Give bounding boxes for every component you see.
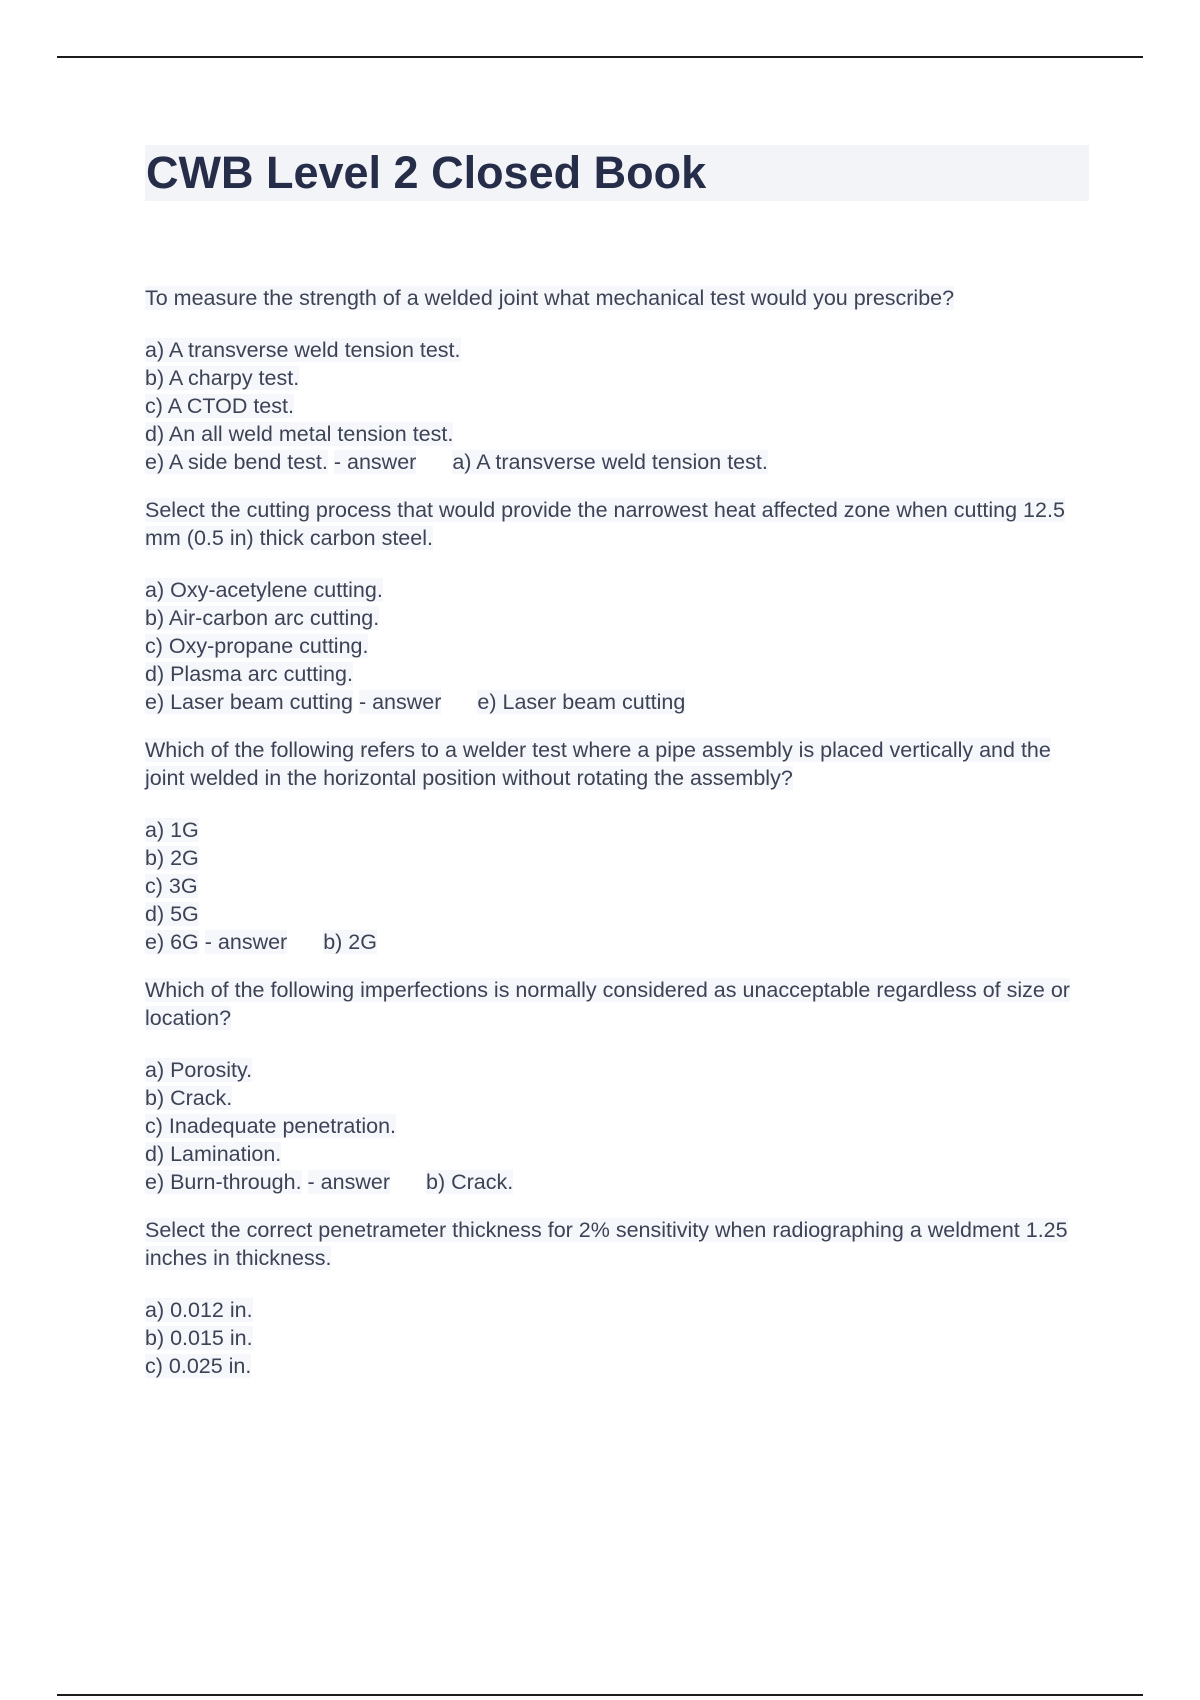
question-block xyxy=(145,496,1085,716)
question-text-label: To measure the strength of a welded joint what mechanical test would you prescribe? xyxy=(145,286,955,310)
option-label: c) Oxy-propane cutting. xyxy=(145,634,369,658)
option-item xyxy=(145,900,1085,928)
option-item xyxy=(145,448,1085,476)
option-item xyxy=(145,604,1085,632)
option-item xyxy=(145,872,1085,900)
option-item xyxy=(145,364,1085,392)
option-label: e) Laser beam cutting xyxy=(145,690,353,714)
question-text-label: Select the cutting process that would provide the narrowest heat affected zone when cutting 12.5 mm (0.5 in) thick carbon steel. xyxy=(145,498,1065,550)
option-label: b) Crack. xyxy=(145,1086,233,1110)
option-label: a) 0.012 in. xyxy=(145,1298,253,1322)
question-text-label: Which of the following imperfections is normally considered as unacceptable regardless of size or location? xyxy=(145,978,1070,1030)
option-label: c) 3G xyxy=(145,874,198,898)
bottom-rule xyxy=(57,1694,1143,1696)
page-title: CWB Level 2 Closed Book xyxy=(146,147,707,198)
option-label: b) A charpy test. xyxy=(145,366,300,390)
option-item xyxy=(145,1296,1085,1324)
option-item xyxy=(145,928,1085,956)
option-label: c) 0.025 in. xyxy=(145,1354,252,1378)
option-label: d) 5G xyxy=(145,902,199,926)
option-item xyxy=(145,1324,1085,1352)
option-item xyxy=(145,816,1085,844)
option-item xyxy=(145,1056,1085,1084)
option-item xyxy=(145,844,1085,872)
option-list xyxy=(145,576,1085,716)
option-list xyxy=(145,1056,1085,1196)
answer-text: e) Laser beam cutting xyxy=(477,690,686,714)
answer-marker: - answer xyxy=(204,930,288,954)
option-label: a) Porosity. xyxy=(145,1058,253,1082)
option-label: d) Lamination. xyxy=(145,1142,282,1166)
option-item xyxy=(145,576,1085,604)
option-item xyxy=(145,1112,1085,1140)
option-label: e) Burn-through. xyxy=(145,1170,302,1194)
option-label: b) 0.015 in. xyxy=(145,1326,253,1350)
option-label: b) Air-carbon arc cutting. xyxy=(145,606,380,630)
question-text xyxy=(145,976,1085,1032)
question-text-label: Select the correct penetrameter thickness for 2% sensitivity when radiographing a weldment 1.25 inches in thickness. xyxy=(145,1218,1068,1270)
option-item xyxy=(145,336,1085,364)
option-label: d) Plasma arc cutting. xyxy=(145,662,353,686)
question-text xyxy=(145,736,1085,792)
option-list xyxy=(145,1296,1085,1380)
answer-text: a) A transverse weld tension test. xyxy=(452,450,768,474)
question-block xyxy=(145,976,1085,1196)
option-item xyxy=(145,632,1085,660)
question-list xyxy=(145,284,1085,1400)
question-block xyxy=(145,1216,1085,1380)
option-item xyxy=(145,1168,1085,1196)
option-label: c) Inadequate penetration. xyxy=(145,1114,397,1138)
question-text xyxy=(145,1216,1085,1272)
top-rule xyxy=(57,56,1143,58)
question-text xyxy=(145,496,1085,552)
answer-marker: - answer xyxy=(307,1170,390,1194)
option-item xyxy=(145,1140,1085,1168)
answer-marker: - answer xyxy=(358,690,442,714)
option-label: a) 1G xyxy=(145,818,199,842)
option-label: a) Oxy-acetylene cutting. xyxy=(145,578,383,602)
option-label: c) A CTOD test. xyxy=(145,394,294,418)
option-item xyxy=(145,1084,1085,1112)
question-block xyxy=(145,284,1085,476)
option-label: a) A transverse weld tension test. xyxy=(145,338,461,362)
option-label: b) 2G xyxy=(145,846,199,870)
answer-text: b) Crack. xyxy=(426,1170,514,1194)
question-text xyxy=(145,284,1085,312)
question-text-label: Which of the following refers to a welder test where a pipe assembly is placed vertically and the joint welded in the horizontal position without rotating the assembly? xyxy=(145,738,1051,790)
option-list xyxy=(145,816,1085,956)
option-label: e) 6G xyxy=(145,930,199,954)
answer-marker: - answer xyxy=(333,450,417,474)
question-block xyxy=(145,736,1085,956)
option-label: e) A side bend test. xyxy=(145,450,328,474)
option-item xyxy=(145,660,1085,688)
option-item xyxy=(145,1352,1085,1380)
option-item xyxy=(145,420,1085,448)
option-list xyxy=(145,336,1085,476)
option-item xyxy=(145,392,1085,420)
option-label: d) An all weld metal tension test. xyxy=(145,422,454,446)
option-item xyxy=(145,688,1085,716)
answer-text: b) 2G xyxy=(323,930,377,954)
title-banner xyxy=(145,145,1089,201)
